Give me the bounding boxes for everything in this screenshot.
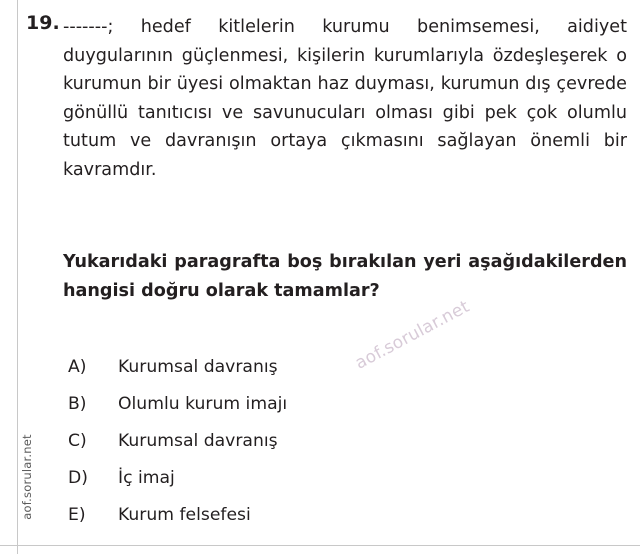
option-c-letter: C) [68, 431, 87, 451]
option-b[interactable] [68, 394, 628, 431]
question-stem: -------; hedef kitlelerin kurumu benimsemesi, aidiyet duygularının güçlenmesi, kişilerin kurumlarıyla özdeşleşerek o kurumun bir üyesi olmaktan haz duyması, kurumun dış çevrede gönüllü tanıtıcısı ve savunucuları olması gibi pek çok olumlu tutum ve davranışın ortaya çıkmasını sağlayan önemli bir kavramdır. [63, 17, 627, 180]
options-list [68, 357, 628, 542]
option-e[interactable] [68, 505, 628, 542]
side-watermark: aof.sorular.net [20, 434, 34, 520]
option-a[interactable] [68, 357, 628, 394]
option-d-text: İç imaj [118, 468, 175, 488]
diagonal-watermark: aof.sorular.net [352, 296, 473, 374]
option-e-text: Kurum felsefesi [118, 505, 251, 525]
bottom-rule [0, 545, 640, 546]
option-a-text: Kurumsal davranış [118, 357, 278, 377]
option-d[interactable] [68, 468, 628, 505]
option-a-letter: A) [68, 357, 87, 377]
question-number: 19. [26, 12, 60, 34]
option-d-letter: D) [68, 468, 88, 488]
question-prompt: Yukarıdaki paragrafta boş bırakılan yeri aşağıdakilerden hangisi doğru olarak tamamlar? [63, 252, 627, 301]
option-c-text: Kurumsal davranış [118, 431, 278, 451]
left-margin-rule [17, 0, 18, 554]
option-b-text: Olumlu kurum imajı [118, 394, 288, 414]
option-e-letter: E) [68, 505, 86, 525]
option-c[interactable] [68, 431, 628, 468]
option-b-letter: B) [68, 394, 87, 414]
